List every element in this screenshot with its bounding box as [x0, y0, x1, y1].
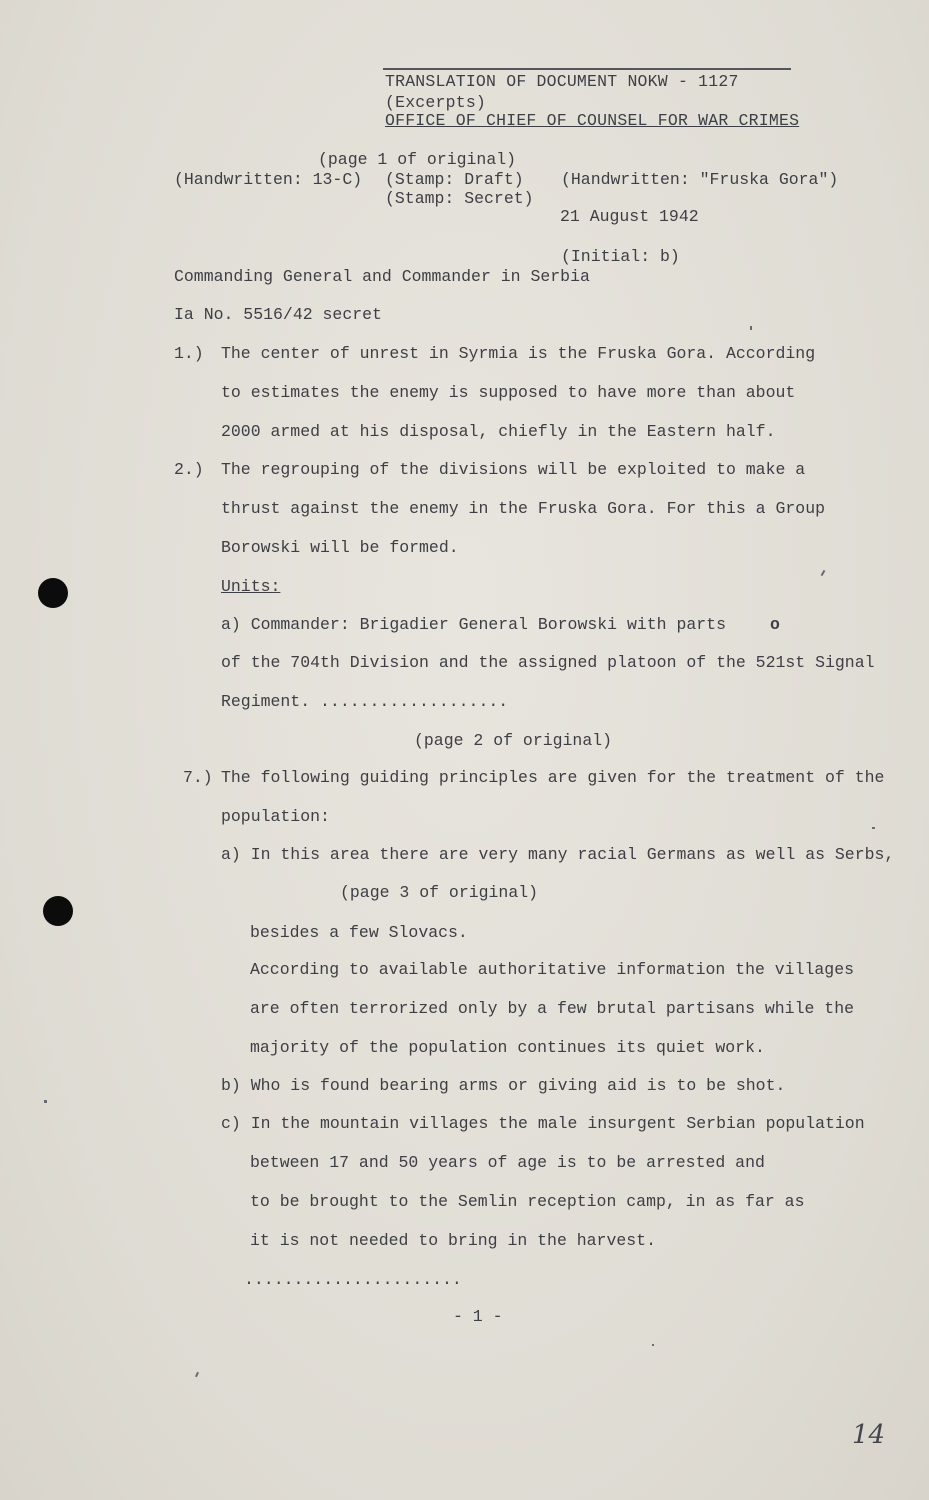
paper-speck: [44, 1100, 47, 1103]
header-top-rule: [383, 68, 791, 70]
units-line: of the 704th Division and the assigned platoon of the 521st Signal: [221, 653, 875, 672]
units-line: Regiment. ...................: [221, 692, 509, 711]
paragraph-7-line: c) In the mountain villages the male insurgent Serbian population: [221, 1114, 865, 1133]
document-date: 21 August 1942: [560, 207, 699, 226]
paragraph-2-number: 2.): [174, 460, 204, 479]
paragraph-1-line: The center of unrest in Syrmia is the Fruska Gora. According: [221, 344, 816, 363]
paragraph-7-line: The following guiding principles are given for the treatment of the: [221, 768, 885, 787]
page-2-marker: (page 2 of original): [414, 731, 613, 750]
paragraph-7-line: it is not needed to bring in the harvest.: [250, 1231, 656, 1250]
page-1-marker: (page 1 of original): [318, 150, 517, 169]
punch-hole-bottom: [43, 896, 73, 926]
paper-speck: [872, 827, 875, 829]
paragraph-7-line: to be brought to the Semlin reception camp, in as far as: [250, 1192, 805, 1211]
paper-speck: [195, 1372, 199, 1377]
paragraph-7-line: population:: [221, 807, 330, 826]
units-line: a) Commander: Brigadier General Borowski with parts: [221, 615, 726, 634]
reference-number: Ia No. 5516/42 secret: [174, 305, 382, 324]
paragraph-7-line: between 17 and 50 years of age is to be arrested and: [250, 1153, 765, 1172]
punch-hole-top: [38, 578, 68, 608]
paper-speck: [750, 326, 752, 330]
stamp-secret: (Stamp: Secret): [385, 189, 534, 208]
page-3-marker: (page 3 of original): [340, 883, 539, 902]
paragraph-1-line: 2000 armed at his disposal, chiefly in the Eastern half.: [221, 422, 776, 441]
page-number: - 1 -: [453, 1307, 503, 1326]
document-title: TRANSLATION OF DOCUMENT NOKW - 1127: [385, 72, 739, 91]
handwritten-left-note: (Handwritten: 13-C): [174, 170, 363, 189]
addressee-line: Commanding General and Commander in Serbia: [174, 267, 590, 286]
paragraph-7-line: are often terrorized only by a few brutal partisans while the: [250, 999, 854, 1018]
handwritten-folio-number: 14: [852, 1420, 886, 1450]
paper-speck: [821, 570, 826, 576]
paragraph-7-line: b) Who is found bearing arms or giving aid is to be shot.: [221, 1076, 786, 1095]
paragraph-1-line: to estimates the enemy is supposed to have more than about: [221, 383, 796, 402]
paragraph-2-line: The regrouping of the divisions will be exploited to make a: [221, 460, 806, 479]
paragraph-2-line: thrust against the enemy in the Fruska Gora. For this a Group: [221, 499, 825, 518]
paragraph-7-line: majority of the population continues its quiet work.: [250, 1038, 765, 1057]
document-subtitle: (Excerpts): [385, 93, 487, 112]
paragraph-7-line: besides a few Slovacs.: [250, 923, 468, 942]
paragraph-7-number: 7.): [183, 768, 213, 787]
stamp-draft: (Stamp: Draft): [385, 170, 524, 189]
paragraph-1-number: 1.): [174, 344, 204, 363]
units-heading: Units:: [221, 577, 281, 596]
handwritten-right-note: (Handwritten: "Fruska Gora"): [561, 170, 839, 189]
paragraph-7-line: According to available authoritative information the villages: [250, 960, 854, 979]
margin-mark: o: [770, 615, 780, 634]
paragraph-2-line: Borowski will be formed.: [221, 538, 459, 557]
paper-speck: [652, 1344, 654, 1346]
office-line: OFFICE OF CHIEF OF COUNSEL FOR WAR CRIMES: [385, 111, 800, 130]
paragraph-7-line: a) In this area there are very many racial Germans as well as Serbs,: [221, 845, 895, 864]
initial-note: (Initial: b): [561, 247, 680, 266]
ellipsis-line: ......................: [244, 1270, 462, 1289]
